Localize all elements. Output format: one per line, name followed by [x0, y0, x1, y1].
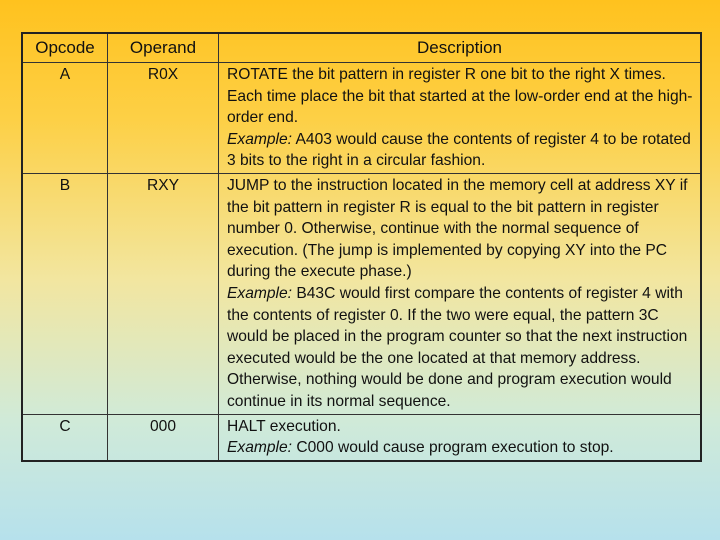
description-cell	[219, 414, 702, 461]
example-text: C000 would cause program execution to stop.	[296, 439, 614, 457]
operand-header: Operand	[108, 33, 219, 63]
opcode-cell: B	[22, 173, 108, 414]
opcode-cell: A	[22, 63, 108, 174]
example-text: B43C would first compare the contents of register 4 with the contents of register 0. If the two were equal, the pattern 3C would be placed in the program counter so that the next instruction executed would be the one located at that memory address. Otherwise, nothing would be done and program execution would continue in its normal sequence.	[227, 284, 688, 410]
description-text: JUMP to the instruction located in the memory cell at address XY if the bit pattern in register R is equal to the bit pattern in register number 0. Otherwise, continue with the normal sequence of execution. (The jump is implemented by copying XY into the PC during the execute phase.)	[227, 176, 688, 281]
description-cell	[219, 173, 702, 414]
operand-cell: 000	[108, 414, 219, 461]
header-row	[22, 33, 701, 63]
example-text: A403 would cause the contents of register 4 to be rotated 3 bits to the right in a circular fashion.	[227, 130, 691, 170]
description-text: HALT execution.	[227, 417, 341, 435]
opcode-header: Opcode	[22, 33, 108, 63]
operand-cell: R0X	[108, 63, 219, 174]
opcode-cell: C	[22, 414, 108, 461]
table-row	[22, 63, 701, 174]
table-row	[22, 414, 701, 461]
table-row	[22, 173, 701, 414]
opcode-table	[21, 32, 702, 462]
operand-cell: RXY	[108, 173, 219, 414]
description-header: Description	[219, 33, 702, 63]
description-cell	[219, 63, 702, 174]
description-text: ROTATE the bit pattern in register R one bit to the right X times. Each time place the bit that started at the low-order end at the high-order end.	[227, 66, 693, 127]
example-label: Example:	[227, 130, 293, 148]
example-label: Example:	[227, 439, 293, 457]
example-label: Example:	[227, 284, 293, 302]
